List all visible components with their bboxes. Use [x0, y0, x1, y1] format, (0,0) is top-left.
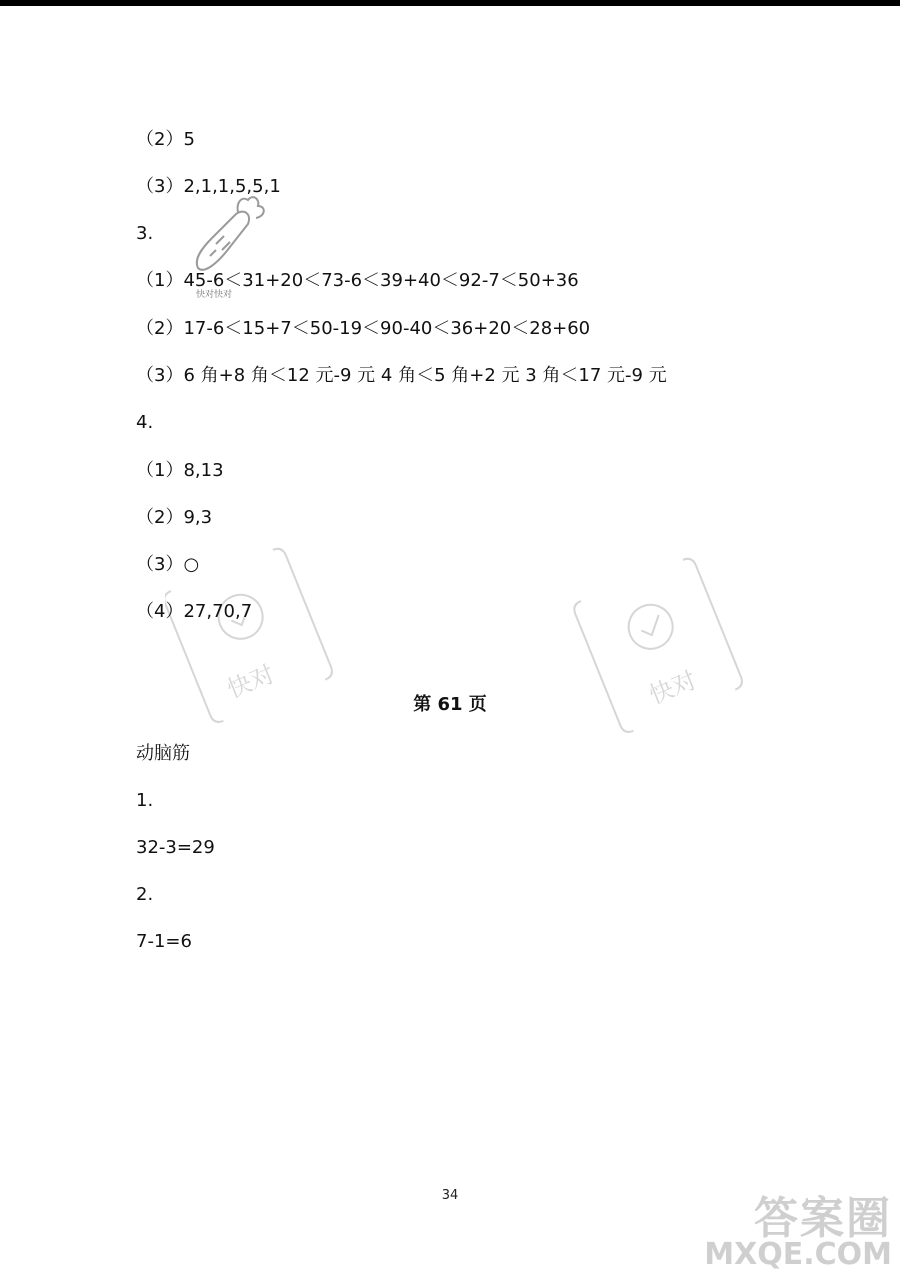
answer-line: （2）9,3: [136, 507, 213, 528]
site-logo: [704, 1182, 892, 1272]
answer-line: 7-1=6: [136, 931, 192, 952]
subsection-title: 动脑筋: [136, 743, 190, 764]
stamp-watermark-text-right: 快对: [645, 665, 701, 710]
answer-line: （3）6 角+8 角＜12 元-9 元 4 角＜5 角+2 元 3 角＜17 元-9 元: [136, 365, 667, 386]
answer-line: （1）8,13: [136, 460, 224, 481]
page-number: 34: [441, 1188, 459, 1203]
answer-line: （1）45-6＜31+20＜73-6＜39+40＜92-7＜50+36: [136, 270, 579, 291]
answer-line: 32-3=29: [136, 837, 215, 858]
site-logo-top-text: 答案圈: [754, 1193, 892, 1244]
question-number: 3.: [136, 223, 154, 244]
answer-line: （2）5: [136, 129, 195, 150]
watermark-small-text: 快对快对: [196, 290, 233, 300]
section-heading: 第 61 页: [413, 694, 487, 715]
top-border: [0, 0, 900, 6]
answer-line: （3）○: [136, 554, 200, 575]
question-number: 4.: [136, 412, 154, 433]
answer-line: （4）27,70,7: [136, 601, 253, 622]
stamp-watermark-text-left: 快对: [223, 659, 279, 704]
answer-line: （2）17-6＜15+7＜50-19＜90-40＜36+20＜28+60: [136, 318, 591, 339]
site-logo-bottom-text: MXQE.COM: [704, 1237, 892, 1272]
answer-line: （3）2,1,1,5,5,1: [136, 176, 281, 197]
question-number: 2.: [136, 884, 154, 905]
question-number: 1.: [136, 790, 154, 811]
